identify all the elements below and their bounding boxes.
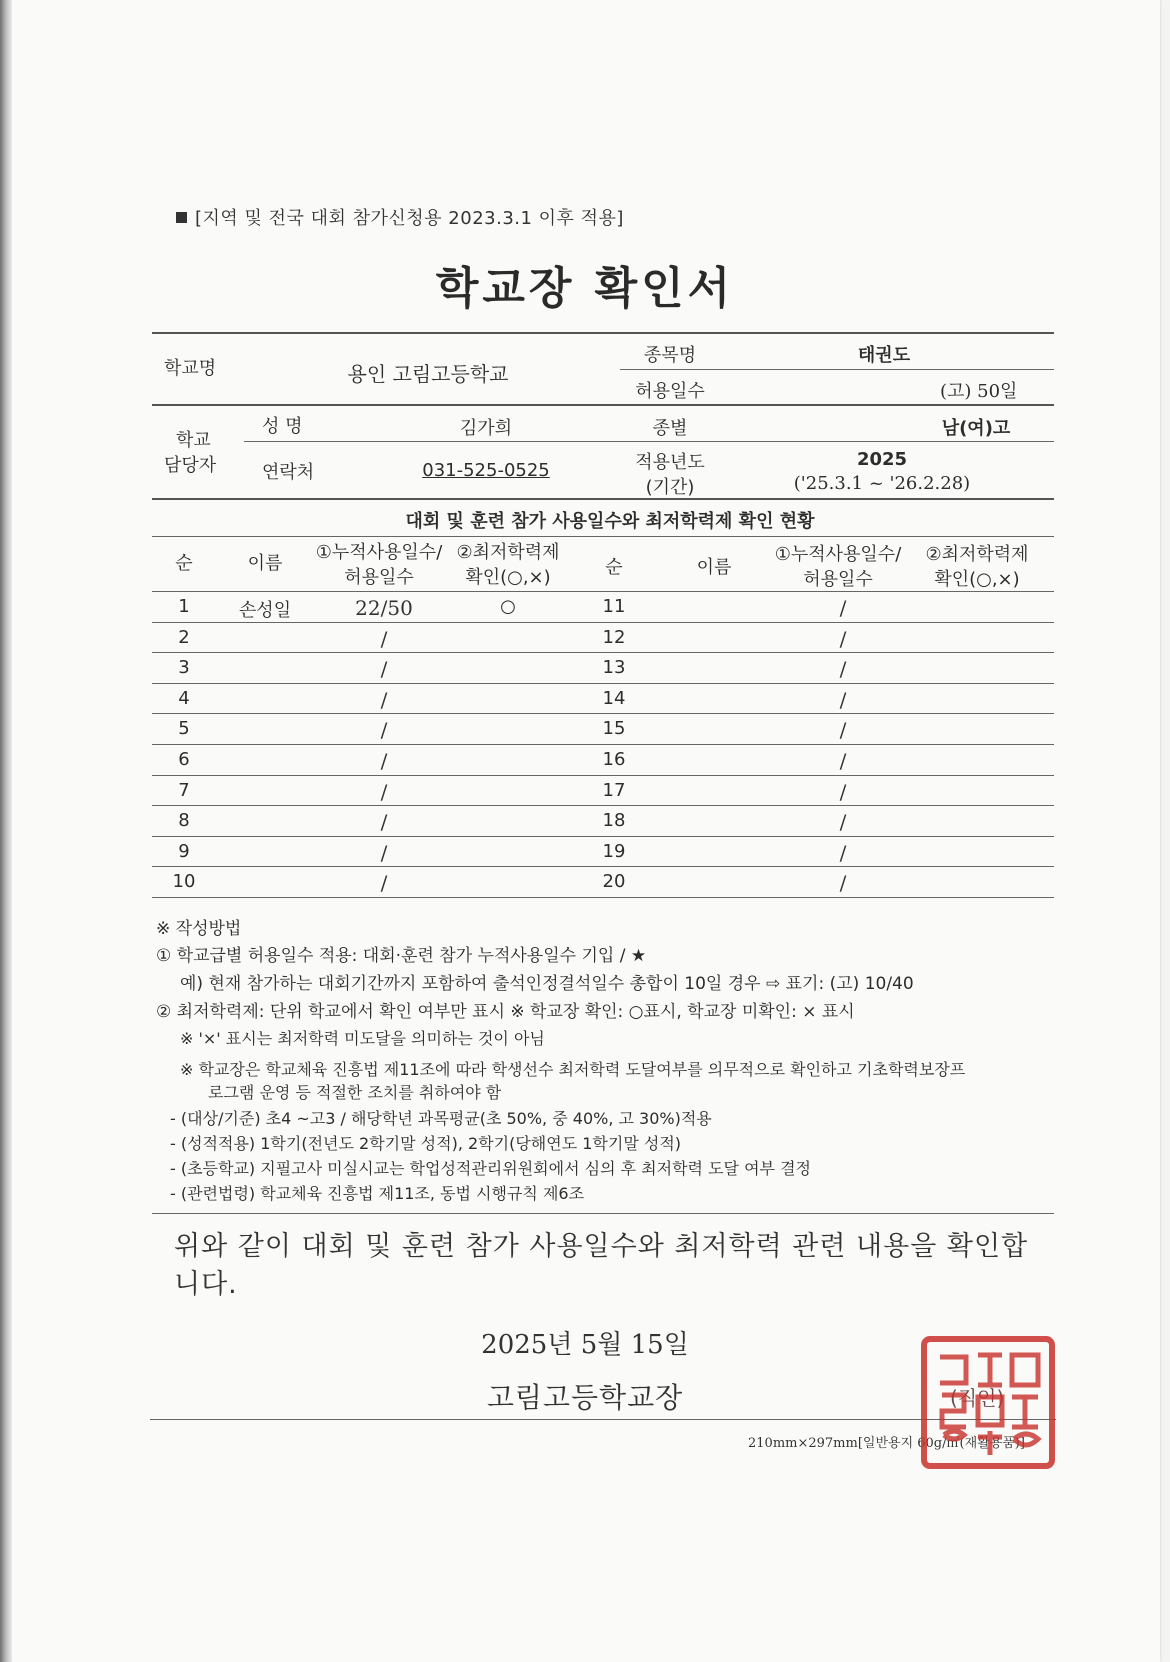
- left-row-1-name: 손성일: [238, 600, 292, 621]
- note-1: ① 학교급별 허용일수 적용: 대회·훈련 참가 누적사용일수 기입 / ★: [156, 946, 647, 966]
- gender-value: 남(여)고: [941, 418, 1011, 439]
- right-row-3-no: 13: [602, 657, 626, 679]
- right-row-1-days: /: [839, 596, 847, 620]
- page-title: 학교장 확인서: [435, 263, 735, 314]
- left-row-1-check: ○: [500, 596, 516, 617]
- left-row-9-no: 9: [178, 840, 190, 862]
- right-row-4-no: 14: [602, 687, 626, 709]
- sport-value: 태권도: [857, 345, 911, 366]
- rule: [152, 498, 1054, 500]
- period-value: ('25.3.1 ~ '26.2.28): [793, 473, 971, 494]
- right-row-1-no: 11: [602, 596, 626, 617]
- gender-label: 종별: [652, 418, 688, 439]
- left-row-4-no: 4: [178, 687, 190, 709]
- left-row-8-days: /: [380, 810, 388, 835]
- section-title: 대회 및 훈련 참가 사용일수와 최저학력제 확인 현황: [405, 511, 815, 532]
- confirmation-statement: 위와 같이 대회 및 훈련 참가 사용일수와 최저학력 관련 내용을 확인합니다.: [174, 1231, 1029, 1300]
- allowed-days-value: (고) 50일: [940, 381, 1018, 402]
- col-check-right-1: ②최저학력제: [925, 544, 1029, 565]
- year-value: 2025: [856, 449, 908, 470]
- col-days-left-1: ①누적사용일수/: [315, 542, 443, 563]
- note-8: - (성적적용) 1학기(전년도 2학기말 성적), 2학기(당해연도 1학기말 성적): [170, 1134, 682, 1153]
- note-9: - (초등학교) 지필고사 미실시교는 학업성적관리위원회에서 심의 후 최저학력 도달 여부 결정: [170, 1159, 811, 1178]
- col-days-right-1: ①누적사용일수/: [774, 544, 902, 565]
- col-check-left-2: 확인(○,×): [465, 567, 551, 588]
- rule: [152, 1213, 1054, 1214]
- right-row-2-days: /: [839, 626, 847, 651]
- right-row-7-no: 17: [602, 779, 626, 801]
- left-row-7-days: /: [380, 779, 388, 804]
- col-no-left: 순: [175, 553, 193, 574]
- allowed-days-label: 허용일수: [635, 381, 705, 402]
- right-row-8-no: 18: [602, 810, 626, 832]
- rule: [620, 369, 1054, 370]
- right-row-10-no: 20: [602, 871, 626, 893]
- left-row-7-no: 7: [178, 779, 190, 801]
- rule: [152, 805, 1054, 806]
- right-row-10-days: /: [839, 871, 847, 896]
- contact-group-label-1: 학교: [176, 430, 211, 451]
- left-row-4-days: /: [380, 687, 388, 712]
- left-row-8-no: 8: [178, 810, 190, 832]
- rule: [152, 683, 1054, 684]
- col-name-left: 이름: [247, 553, 283, 574]
- note-3: ② 최저학력제: 단위 학교에서 확인 여부만 표시 ※ 학교장 확인: ○표시, 학교장 미확인: × 표시: [156, 1002, 855, 1022]
- right-row-9-no: 19: [602, 840, 626, 862]
- col-days-left-2: 허용일수: [344, 567, 414, 588]
- header-note: [지역 및 전국 대회 참가신청용 2023.3.1 이후 적용]: [176, 204, 624, 230]
- principal-title: 고림고등학교장: [486, 1381, 684, 1414]
- right-row-3-days: /: [839, 657, 847, 682]
- contact-group-label-2: 담당자: [164, 455, 217, 476]
- rule: [152, 775, 1054, 776]
- school-name-value: 용인 고림고등학교: [347, 362, 509, 386]
- left-row-10-days: /: [380, 871, 388, 896]
- left-row-9-days: /: [380, 840, 388, 865]
- rule: [152, 652, 1054, 653]
- note-10: - (관련법령) 학교체육 진흥법 제11조, 동법 시행규칙 제6조: [170, 1184, 585, 1203]
- col-no-right: 순: [605, 557, 623, 578]
- issue-date: 2025년 5월 15일: [481, 1330, 689, 1360]
- right-row-2-no: 12: [602, 626, 626, 648]
- period-label: (기간): [645, 477, 695, 498]
- note-6: 로그램 운영 등 적절한 조치를 취하여야 함: [208, 1083, 502, 1102]
- note-4: ※ '×' 표시는 최저학력 미도달을 의미하는 것이 아님: [180, 1029, 545, 1048]
- square-bullet-icon: [176, 212, 187, 223]
- rule: [152, 836, 1054, 837]
- rule: [244, 441, 1054, 442]
- rule: [152, 897, 1054, 898]
- notes-title: ※ 작성방법: [156, 919, 242, 939]
- left-row-1-days: 22/50: [355, 596, 413, 620]
- col-days-right-2: 허용일수: [803, 569, 873, 590]
- person-name-value: 김가희: [459, 418, 513, 439]
- col-check-right-2: 확인(○,×): [934, 569, 1020, 590]
- rule: [152, 332, 1054, 334]
- school-name-label: 학교명: [164, 358, 217, 379]
- note-2: 예) 현재 참가하는 대회기간까지 포함하여 출석인정결석일수 총합이 10일 경우 ⇨ 표기: (고) 10/40: [180, 974, 914, 994]
- rule: [152, 713, 1054, 714]
- right-row-5-days: /: [839, 718, 847, 743]
- left-row-3-no: 3: [178, 657, 190, 679]
- col-name-right: 이름: [696, 557, 732, 578]
- right-row-9-days: /: [839, 840, 847, 865]
- left-row-10-no: 10: [172, 871, 196, 893]
- rule: [152, 866, 1054, 867]
- rule: [152, 591, 1054, 592]
- phone-value: 031-525-0525: [422, 460, 550, 481]
- left-row-5-no: 5: [178, 718, 190, 740]
- paper-spec: 210mm×297mm[일반용지 60g/㎡(재활용품)]: [748, 1436, 1025, 1451]
- note-7: - (대상/기준) 초4 ~고3 / 해당학년 과목평균(초 50%, 중 40%, 고 30%)적용: [170, 1109, 712, 1128]
- year-label: 적용년도: [635, 452, 705, 473]
- rule: [152, 744, 1054, 745]
- left-row-3-days: /: [380, 657, 388, 682]
- left-row-2-days: /: [380, 626, 388, 651]
- right-row-7-days: /: [839, 779, 847, 804]
- left-row-5-days: /: [380, 718, 388, 743]
- left-row-2-no: 2: [178, 626, 190, 648]
- right-row-8-days: /: [839, 810, 847, 835]
- left-row-6-days: /: [380, 749, 388, 773]
- rule: [152, 404, 1054, 406]
- sport-label: 종목명: [643, 345, 697, 366]
- right-row-4-days: /: [839, 687, 847, 712]
- left-row-6-no: 6: [178, 749, 190, 770]
- note-5: ※ 학교장은 학교체육 진흥법 제11조에 따라 학생선수 최저학력 도달여부를 의무적으로 확인하고 기초학력보장프: [180, 1060, 966, 1079]
- col-check-left-1: ②최저학력제: [456, 542, 560, 563]
- school-seal-stamp-icon: [920, 1335, 1056, 1470]
- right-row-5-no: 15: [602, 718, 626, 740]
- person-name-label: 성 명: [262, 416, 303, 437]
- right-row-6-no: 16: [602, 749, 626, 770]
- phone-label: 연락처: [262, 462, 315, 483]
- left-row-1-no: 1: [178, 596, 190, 617]
- right-row-6-days: /: [839, 749, 847, 773]
- rule: [152, 536, 1054, 537]
- seal-mark: (직인): [950, 1386, 1005, 1410]
